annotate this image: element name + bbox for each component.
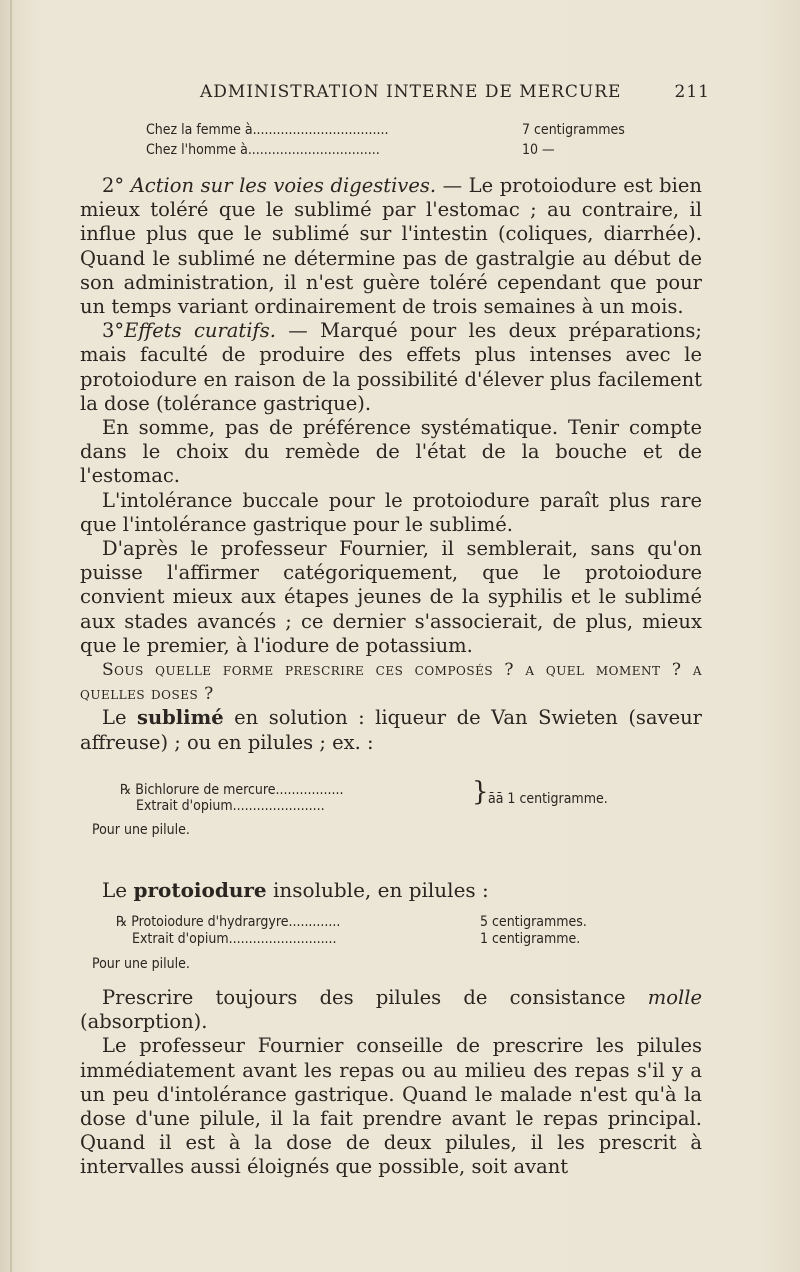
paragraph-en-somme: En somme, pas de préférence systématique. Tenir compte dans le choix du remède de l'état de la bouche et de l'estomac. xyxy=(80,416,702,488)
dose-value-homme: 10 — xyxy=(522,142,555,158)
recipe-1-footer: Pour une pilule. xyxy=(92,822,190,838)
paragraph-sublime: Le sublimé en solution : liqueur de Van Swieten (saveur affreuse) ; ou en pilules ; ex. : xyxy=(80,706,702,754)
paragraph-fournier-conseil: Le professeur Fournier conseille de prescrire les pilules immédiatement avant les repas ou au milieu des repas s'il y a un peu d'intolérance gastrique. Quand le malade n'est qu'à la dose d'une pilule, il la fait prendre avant le repas principal. Quand il est à la dose de deux pilules, il les prescrit à intervalles aussi éloignés que possible, soit avant xyxy=(80,1034,702,1179)
page-fold-shadow xyxy=(10,0,12,1272)
paragraph-pilules-molles: Prescrire toujours des pilules de consistance molle (absorption). xyxy=(80,986,702,1034)
recipe-2-dose-2: 1 centigramme. xyxy=(480,931,581,947)
running-header xyxy=(200,82,710,102)
recipe-2-line-1: ℞ Protoiodure d'hydrargyre............. xyxy=(116,914,341,930)
section-heading-forme: Sous quelle forme prescrire ces composés ? a quel moment ? a quelles doses ? xyxy=(80,660,702,705)
header-title: ADMINISTRATION INTERNE DE MERCURE xyxy=(200,82,622,102)
paragraph-intolerance: L'intolérance buccale pour le protoiodure paraît plus rare que l'intolérance gastrique pour le sublimé. xyxy=(80,488,702,536)
dose-row-homme: Chez l'homme à................................. xyxy=(146,142,380,158)
recipe-2-line-2: Extrait d'opium........................... xyxy=(132,931,337,947)
page-number: 211 xyxy=(674,82,710,102)
recipe-2-dose-1: 5 centigrammes. xyxy=(480,914,587,930)
paragraph-action-digestive: 2° Action sur les voies digestives. — Le protoiodure est bien mieux toléré que le sublimé par l'estomac ; au contraire, il influe plus que le sublimé sur l'intestin (coliques, diarrhée). Quand le sublimé ne détermine pas de gastralgie au début de son administration, il n'est guère toléré cependant que pour un temps variant ordinairement de trois semaines à un mois. xyxy=(80,174,702,319)
recipe-2-footer: Pour une pilule. xyxy=(92,956,190,972)
paragraph-protoiodure: Le protoiodure insoluble, en pilules : xyxy=(102,878,489,902)
recipe-1-line-2: Extrait d'opium....................... xyxy=(136,798,325,814)
text-block-2 xyxy=(80,986,702,1180)
paragraph-fournier: D'après le professeur Fournier, il semblerait, sans qu'on puisse l'affirmer catégoriquement, que le protoiodure convient mieux aux étapes jeunes de la syphilis et le sublimé aux stades avancés ; ce dernier s'associerait, de plus, mieux que le premier, à l'iodure de potassium. xyxy=(80,537,702,657)
recipe-1-brace: } xyxy=(472,777,489,807)
recipe-1-dose: āā 1 centigramme. xyxy=(488,791,608,807)
paragraph-effets-curatifs: 3°Effets curatifs. — Marqué pour les deux préparations; mais faculté de produire des effets plus intenses avec le protoiodure en raison de la possibilité d'élever plus facilement la dose (tolérance gastrique). xyxy=(80,319,702,415)
dose-value-femme: 7 centigrammes xyxy=(522,122,625,138)
recipe-1-line-1: ℞ Bichlorure de mercure................. xyxy=(120,782,344,798)
text-block-1 xyxy=(80,174,702,755)
dose-row-femme: Chez la femme à.................................. xyxy=(146,122,389,138)
